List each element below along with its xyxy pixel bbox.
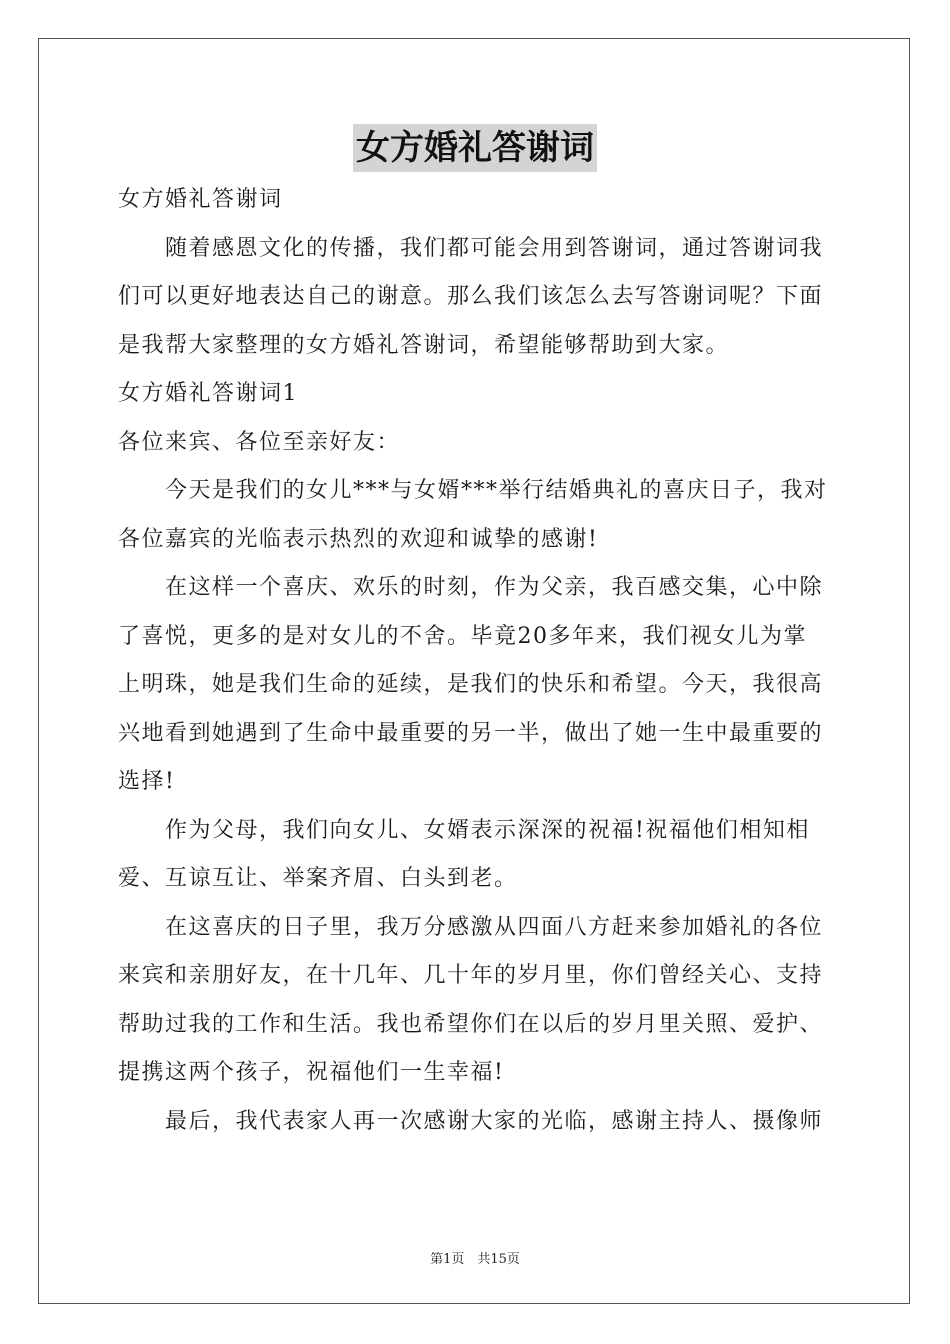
document-title: 女方婚礼答谢词	[353, 124, 597, 172]
text-line: 作为父母，我们向女儿、女婿表示深深的祝福!祝福他们相知相	[165, 817, 810, 843]
text-line: 来宾和亲朋好友，在十几年、几十年的岁月里，你们曾经关心、支持	[118, 963, 824, 988]
text-line: 各位来宾、各位至亲好友：	[118, 429, 401, 455]
text-line: 在这样一个喜庆、欢乐的时刻，作为父亲，我百感交集，心中除	[165, 575, 824, 600]
text-line: 选择!	[118, 769, 176, 794]
text-line: 提携这两个孩子，祝福他们一生幸福!	[118, 1060, 505, 1085]
page-footer: 第1页 共15页	[430, 1252, 520, 1267]
text-line: 今天是我们的女儿***与女婿***举行结婚典礼的喜庆日子，我对	[165, 478, 828, 503]
text-line: 在这喜庆的日子里，我万分感激从四面八方赶来参加婚礼的各位	[165, 914, 824, 940]
document-body	[118, 176, 834, 1146]
text-line: 爱、互谅互让、举案齐眉、白头到老。	[118, 866, 518, 891]
text-line: 兴地看到她遇到了生命中最重要的另一半，做出了她一生中最重要的	[118, 720, 824, 746]
text-line: 女方婚礼答谢词	[118, 187, 283, 212]
text-line: 了喜悦，更多的是对女儿的不舍。毕竟20多年来，我们视女儿为掌	[118, 623, 807, 649]
text-line: 随着感恩文化的传播，我们都可能会用到答谢词，通过答谢词我	[165, 235, 824, 261]
text-line: 女方婚礼答谢词1	[118, 381, 298, 406]
text-line: 帮助过我的工作和生活。我也希望你们在以后的岁月里关照、爱护、	[118, 1011, 824, 1037]
text-line: 是我帮大家整理的女方婚礼答谢词，希望能够帮助到大家。	[118, 332, 730, 358]
text-line: 上明珠，她是我们生命的延续，是我们的快乐和希望。今天，我很高	[118, 672, 824, 697]
text-line: 最后，我代表家人再一次感谢大家的光临，感谢主持人、摄像师	[165, 1108, 824, 1134]
title-container	[0, 124, 950, 172]
text-line: 各位嘉宾的光临表示热烈的欢迎和诚挚的感谢!	[118, 526, 599, 552]
text-line: 们可以更好地表达自己的谢意。那么我们该怎么去写答谢词呢？下面	[118, 284, 824, 309]
